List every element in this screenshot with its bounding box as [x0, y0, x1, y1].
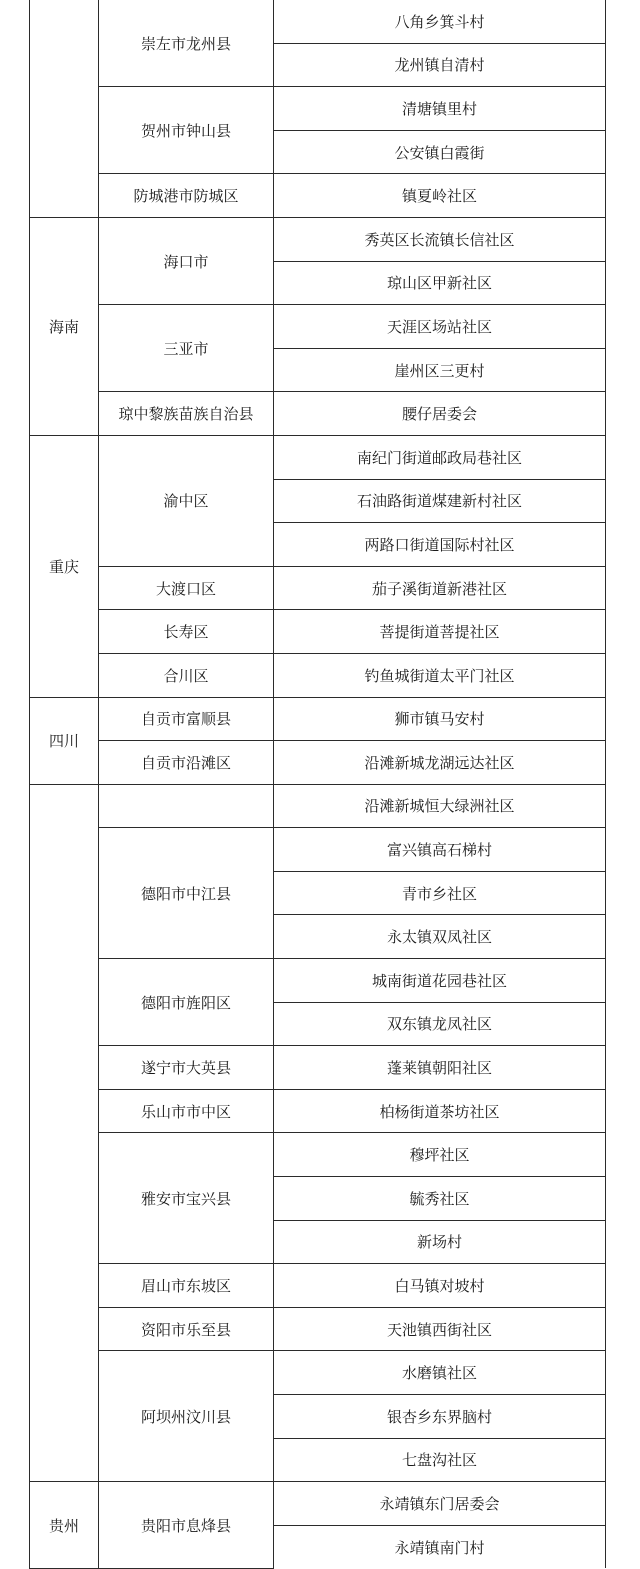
community-cell: 茄子溪街道新港社区 — [274, 566, 606, 610]
community-cell: 石油路街道煤建新村社区 — [274, 479, 606, 523]
province-cell — [30, 0, 99, 217]
community-table — [29, 0, 606, 1569]
table-row — [30, 741, 606, 785]
province-cell — [30, 784, 99, 1482]
city-county-cell: 遂宁市大英县 — [99, 1046, 274, 1090]
city-county-cell: 自贡市沿滩区 — [99, 741, 274, 785]
community-cell: 银杏乡东界脑村 — [274, 1395, 606, 1439]
table-row — [30, 305, 606, 349]
table-row — [30, 1307, 606, 1351]
community-cell: 沿滩新城龙湖远达社区 — [274, 741, 606, 785]
community-cell: 八角乡箕斗村 — [274, 0, 606, 43]
table-row — [30, 784, 606, 828]
community-cell: 龙州镇自清村 — [274, 43, 606, 87]
province-cell: 贵州 — [30, 1482, 99, 1569]
city-county-cell: 德阳市中江县 — [99, 828, 274, 959]
table-body — [30, 0, 606, 1568]
community-cell: 永靖镇南门村 — [274, 1525, 606, 1568]
community-cell: 富兴镇高石梯村 — [274, 828, 606, 872]
community-cell: 沿滩新城恒大绿洲社区 — [274, 784, 606, 828]
city-county-cell: 阿坝州汶川县 — [99, 1351, 274, 1482]
community-cell: 柏杨街道茶坊社区 — [274, 1089, 606, 1133]
community-cell: 白马镇对坡村 — [274, 1264, 606, 1308]
community-cell: 琼山区甲新社区 — [274, 261, 606, 305]
city-county-cell: 大渡口区 — [99, 566, 274, 610]
community-cell: 永靖镇东门居委会 — [274, 1482, 606, 1526]
city-county-cell: 三亚市 — [99, 305, 274, 392]
community-cell: 狮市镇马安村 — [274, 697, 606, 741]
province-cell: 海南 — [30, 217, 99, 435]
table-row — [30, 392, 606, 436]
table-row — [30, 1046, 606, 1090]
community-cell: 清塘镇里村 — [274, 87, 606, 131]
table-row — [30, 435, 606, 479]
city-county-cell: 贺州市钟山县 — [99, 87, 274, 174]
table-row — [30, 87, 606, 131]
community-cell: 青市乡社区 — [274, 871, 606, 915]
community-cell: 钓鱼城街道太平门社区 — [274, 653, 606, 697]
city-county-cell: 防城港市防城区 — [99, 174, 274, 218]
table-row — [30, 828, 606, 872]
city-county-cell: 琼中黎族苗族自治县 — [99, 392, 274, 436]
table-row — [30, 1351, 606, 1395]
city-county-cell: 贵阳市息烽县 — [99, 1482, 274, 1569]
province-cell: 重庆 — [30, 435, 99, 697]
community-cell: 永太镇双凤社区 — [274, 915, 606, 959]
city-county-cell — [99, 784, 274, 828]
community-cell: 公安镇白霞街 — [274, 130, 606, 174]
table-row — [30, 566, 606, 610]
table-row — [30, 1133, 606, 1177]
community-cell: 秀英区长流镇长信社区 — [274, 217, 606, 261]
table-row — [30, 697, 606, 741]
city-county-cell: 海口市 — [99, 217, 274, 304]
city-county-cell: 合川区 — [99, 653, 274, 697]
community-cell: 腰仔居委会 — [274, 392, 606, 436]
community-cell: 毓秀社区 — [274, 1177, 606, 1221]
table-row — [30, 1482, 606, 1526]
city-county-cell: 渝中区 — [99, 435, 274, 566]
community-cell: 新场村 — [274, 1220, 606, 1264]
community-cell: 两路口街道国际村社区 — [274, 523, 606, 567]
table-row — [30, 217, 606, 261]
city-county-cell: 崇左市龙州县 — [99, 0, 274, 87]
community-cell: 城南街道花园巷社区 — [274, 959, 606, 1003]
community-cell: 菩提街道菩提社区 — [274, 610, 606, 654]
community-cell: 镇夏岭社区 — [274, 174, 606, 218]
community-cell: 双东镇龙凤社区 — [274, 1002, 606, 1046]
community-cell: 水磨镇社区 — [274, 1351, 606, 1395]
table-row — [30, 653, 606, 697]
community-cell: 天池镇西街社区 — [274, 1307, 606, 1351]
city-county-cell: 自贡市富顺县 — [99, 697, 274, 741]
community-cell: 南纪门街道邮政局巷社区 — [274, 435, 606, 479]
city-county-cell: 德阳市旌阳区 — [99, 959, 274, 1046]
table-row — [30, 0, 606, 43]
community-cell: 蓬莱镇朝阳社区 — [274, 1046, 606, 1090]
city-county-cell: 资阳市乐至县 — [99, 1307, 274, 1351]
table-row — [30, 1264, 606, 1308]
province-cell: 四川 — [30, 697, 99, 784]
city-county-cell: 乐山市市中区 — [99, 1089, 274, 1133]
city-county-cell: 雅安市宝兴县 — [99, 1133, 274, 1264]
community-cell: 七盘沟社区 — [274, 1438, 606, 1482]
city-county-cell: 眉山市东坡区 — [99, 1264, 274, 1308]
community-cell: 穆坪社区 — [274, 1133, 606, 1177]
table-row — [30, 1089, 606, 1133]
city-county-cell: 长寿区 — [99, 610, 274, 654]
community-cell: 崖州区三更村 — [274, 348, 606, 392]
table-row — [30, 959, 606, 1003]
table-row — [30, 610, 606, 654]
community-cell: 天涯区场站社区 — [274, 305, 606, 349]
table-row — [30, 174, 606, 218]
